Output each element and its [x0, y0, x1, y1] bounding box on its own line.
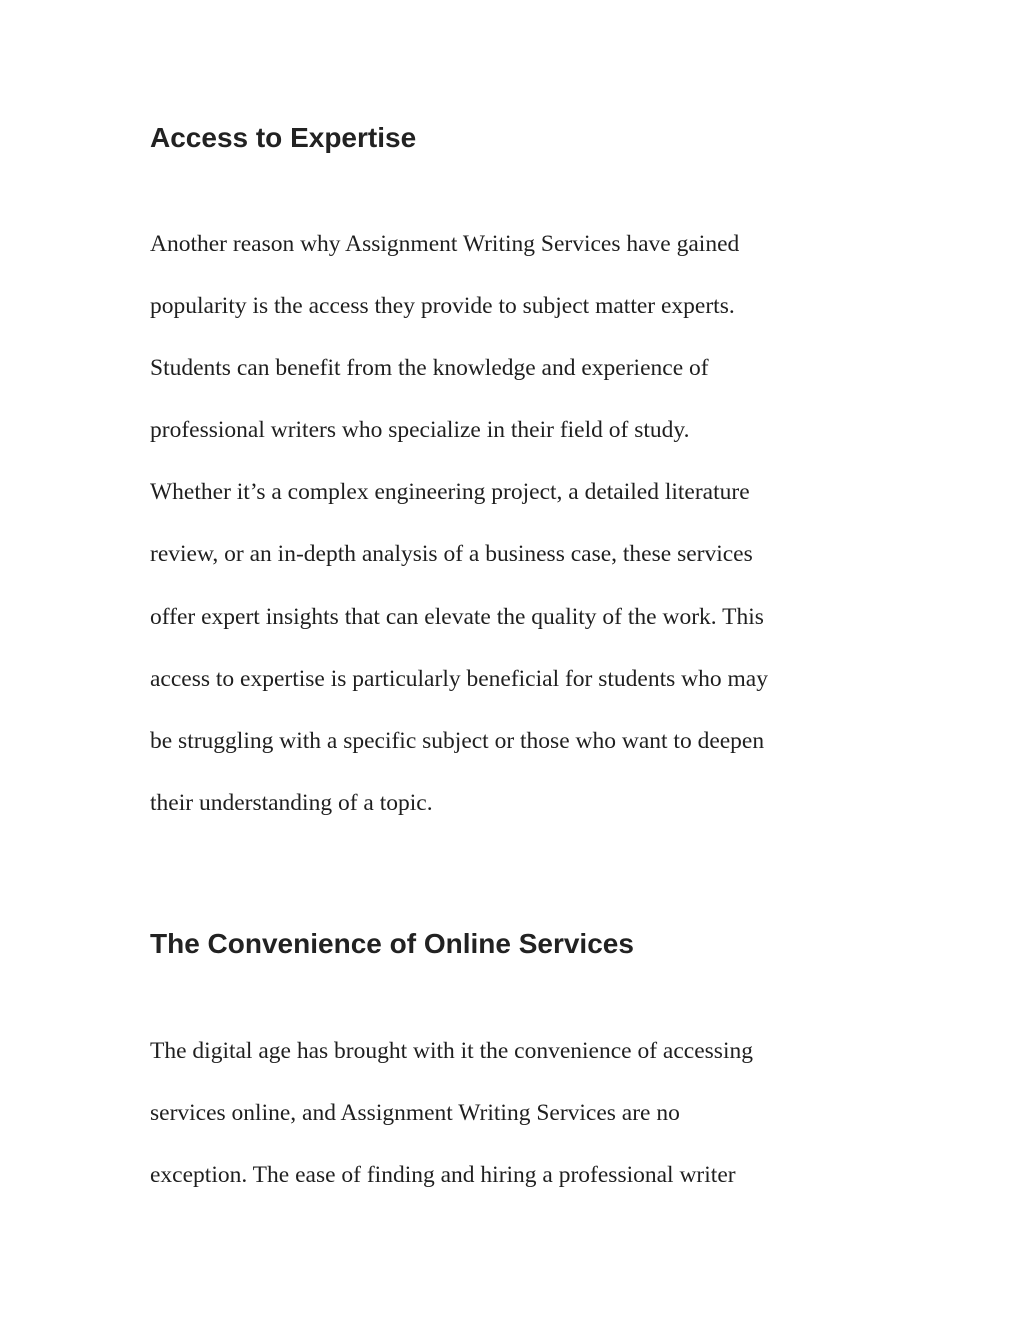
paragraph-line: review, or an in-depth analysis of a business case, these services [150, 541, 753, 567]
paragraph-line: popularity is the access they provide to subject matter experts. [150, 293, 735, 319]
paragraph-line: offer expert insights that can elevate the quality of the work. This [150, 604, 764, 630]
paragraph-line: access to expertise is particularly beneficial for students who may [150, 666, 768, 692]
paragraph-line: The digital age has brought with it the convenience of accessing [150, 1038, 753, 1064]
paragraph-line: Another reason why Assignment Writing Services have gained [150, 231, 740, 257]
paragraph-line: Whether it’s a complex engineering project, a detailed literature [150, 479, 750, 505]
paragraph-line: professional writers who specialize in their field of study. [150, 417, 690, 443]
section-heading-convenience-of-online-services: The Convenience of Online Services [150, 928, 634, 959]
paragraph-line: exception. The ease of finding and hiring a professional writer [150, 1162, 736, 1188]
paragraph-line: Students can benefit from the knowledge and experience of [150, 355, 709, 381]
section-heading-access-to-expertise: Access to Expertise [150, 122, 417, 153]
paragraph-line: their understanding of a topic. [150, 790, 433, 816]
paragraph-line: be struggling with a specific subject or those who want to deepen [150, 728, 765, 754]
paragraph-line: services online, and Assignment Writing Services are no [150, 1100, 680, 1126]
